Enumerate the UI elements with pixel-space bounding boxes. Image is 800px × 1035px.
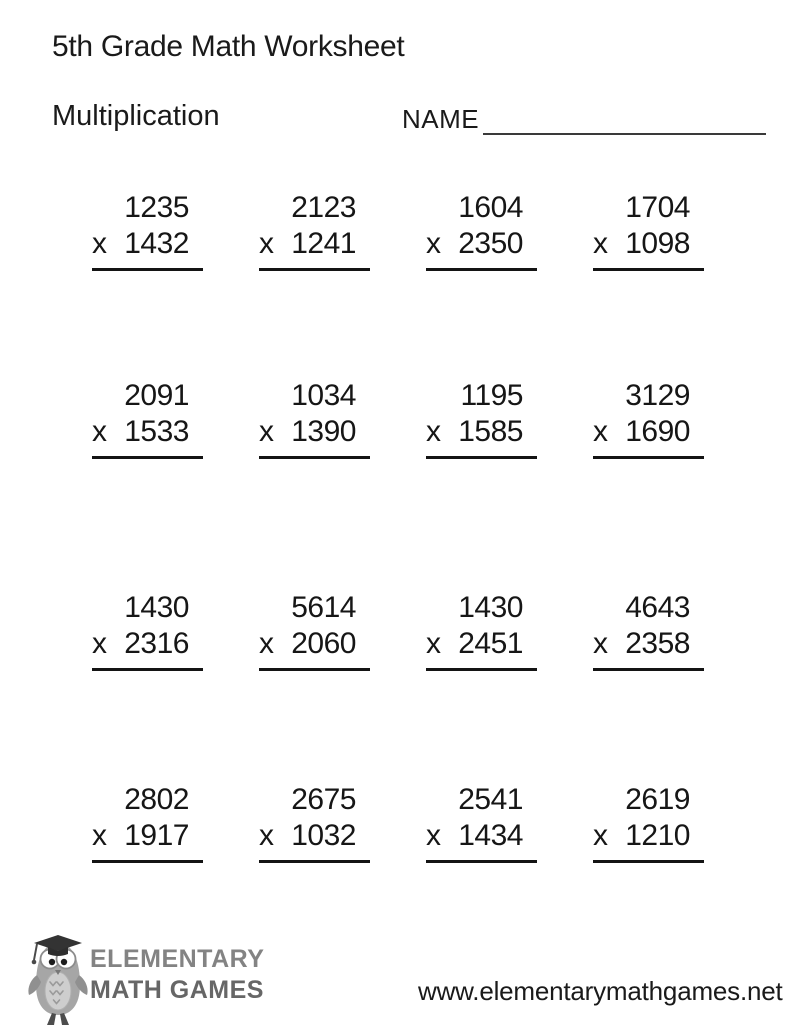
multiplier: 2358 xyxy=(625,627,690,660)
answer-line xyxy=(259,450,370,459)
answer-line xyxy=(92,450,203,459)
problem-4 xyxy=(593,190,704,271)
answer-line xyxy=(426,262,537,271)
answer-line xyxy=(426,854,537,863)
multiplier: 2350 xyxy=(458,227,523,260)
problem-10 xyxy=(259,590,370,671)
multiplicand: 1430 xyxy=(124,591,189,624)
answer-line xyxy=(426,450,537,459)
problem-11 xyxy=(426,590,537,671)
problem-3 xyxy=(426,190,537,271)
problem-13 xyxy=(92,782,203,863)
owl-graduate-logo-icon xyxy=(28,933,88,1028)
problem-9 xyxy=(92,590,203,671)
multiplicand: 1604 xyxy=(458,191,523,224)
multiply-operator: x xyxy=(593,627,608,660)
problem-6 xyxy=(259,378,370,459)
multiplier: 2451 xyxy=(458,627,523,660)
answer-line xyxy=(593,262,704,271)
multiplicand: 5614 xyxy=(291,591,356,624)
multiply-operator: x xyxy=(426,819,441,852)
multiply-operator: x xyxy=(593,819,608,852)
problem-row-1 xyxy=(92,190,704,271)
page-title: 5th Grade Math Worksheet xyxy=(52,30,405,63)
multiplier: 2060 xyxy=(291,627,356,660)
multiplier: 1432 xyxy=(124,227,189,260)
multiplicand: 1235 xyxy=(124,191,189,224)
multiplicand: 2619 xyxy=(625,783,690,816)
answer-line xyxy=(593,662,704,671)
multiplicand: 2123 xyxy=(291,191,356,224)
multiply-operator: x xyxy=(92,627,107,660)
multiply-operator: x xyxy=(426,227,441,260)
multiply-operator: x xyxy=(92,227,107,260)
problem-row-2 xyxy=(92,378,704,459)
multiplier: 1390 xyxy=(291,415,356,448)
multiplicand: 4643 xyxy=(625,591,690,624)
problem-16 xyxy=(593,782,704,863)
problem-2 xyxy=(259,190,370,271)
worksheet-topic: Multiplication xyxy=(52,100,220,132)
multiplier: 1585 xyxy=(458,415,523,448)
logo-wordmark-line1: ELEMENTARY xyxy=(90,945,265,973)
multiply-operator: x xyxy=(92,819,107,852)
problem-5 xyxy=(92,378,203,459)
multiplier: 1917 xyxy=(124,819,189,852)
multiplicand: 2541 xyxy=(458,783,523,816)
problem-12 xyxy=(593,590,704,671)
multiplicand: 2802 xyxy=(124,783,189,816)
answer-line xyxy=(259,662,370,671)
answer-line xyxy=(426,662,537,671)
answer-line xyxy=(259,854,370,863)
multiplier: 1210 xyxy=(625,819,690,852)
multiplicand: 1430 xyxy=(458,591,523,624)
multiplicand: 1195 xyxy=(460,379,523,412)
problem-7 xyxy=(426,378,537,459)
problem-8 xyxy=(593,378,704,459)
answer-line xyxy=(92,662,203,671)
multiply-operator: x xyxy=(259,227,274,260)
name-label: NAME xyxy=(402,104,480,134)
multiplicand: 2091 xyxy=(124,379,189,412)
multiply-operator: x xyxy=(259,627,274,660)
multiplier: 1434 xyxy=(458,819,523,852)
problem-14 xyxy=(259,782,370,863)
multiplier: 1098 xyxy=(625,227,690,260)
multiply-operator: x xyxy=(259,415,274,448)
multiply-operator: x xyxy=(92,415,107,448)
answer-line xyxy=(92,854,203,863)
multiplier: 1241 xyxy=(291,227,356,260)
answer-line xyxy=(593,854,704,863)
problem-1 xyxy=(92,190,203,271)
problem-15 xyxy=(426,782,537,863)
multiplier: 1690 xyxy=(625,415,690,448)
name-field xyxy=(402,104,766,135)
problem-row-4 xyxy=(92,782,704,863)
multiply-operator: x xyxy=(259,819,274,852)
multiply-operator: x xyxy=(426,627,441,660)
multiplicand: 3129 xyxy=(625,379,690,412)
logo-wordmark-line2: MATH GAMES xyxy=(90,976,264,1004)
multiplier: 1032 xyxy=(291,819,356,852)
multiplier: 1533 xyxy=(124,415,189,448)
website-url: www.elementarymathgames.net xyxy=(418,976,783,1006)
problem-row-3 xyxy=(92,590,704,671)
multiply-operator: x xyxy=(593,227,608,260)
logo-wordmark xyxy=(90,944,264,1006)
name-blank-line xyxy=(483,105,766,135)
multiplicand: 1704 xyxy=(625,191,690,224)
answer-line xyxy=(259,262,370,271)
multiplier: 2316 xyxy=(124,627,189,660)
multiply-operator: x xyxy=(426,415,441,448)
multiplicand: 2675 xyxy=(291,783,356,816)
answer-line xyxy=(92,262,203,271)
answer-line xyxy=(593,450,704,459)
multiplicand: 1034 xyxy=(291,379,356,412)
multiply-operator: x xyxy=(593,415,608,448)
